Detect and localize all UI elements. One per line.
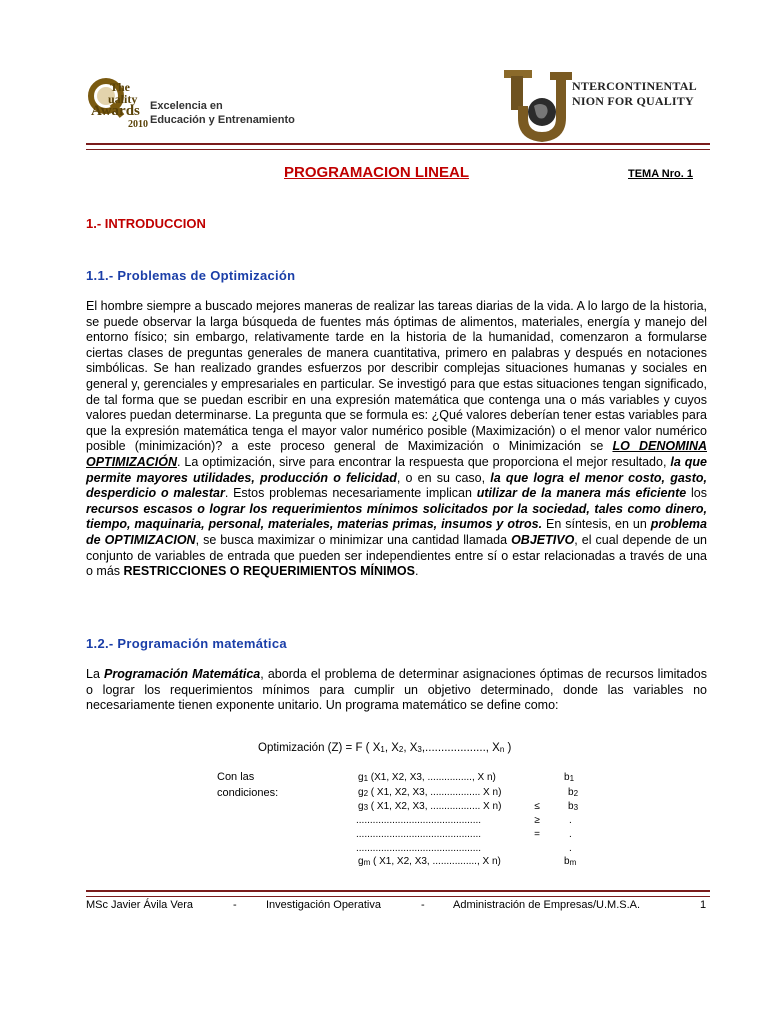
iu-emblem	[502, 66, 578, 148]
constraint-expression: g2 ( X1, X2, X3, .................. X n)	[358, 787, 502, 798]
text-run: los	[686, 486, 707, 501]
constraint-bound: b1	[564, 772, 575, 783]
text-run: LO DENOMINA OPTIMIZACIÓN	[86, 439, 708, 469]
text-run: , se busca maximizar o minimizar una cantidad llamada	[195, 532, 512, 547]
intercontinental-union-logo	[502, 66, 702, 148]
text-run: . La optimización, sirve para encontrar la respuesta que proporciona el mejor resultado,	[176, 454, 671, 469]
iu-line-1: NTERCONTINENTAL	[572, 79, 697, 93]
constraint-bound: .	[569, 829, 572, 840]
section-1-2-heading: 1.2.- Programación matemática	[86, 636, 287, 651]
constraint-bound: b3	[568, 801, 579, 812]
text-run: En síntesis, en un	[542, 517, 651, 532]
constraint-bound: .	[569, 815, 572, 826]
constraint-expression: .............................................	[356, 815, 482, 826]
quality-awards-logo	[86, 68, 316, 138]
paragraph-math-programming	[86, 667, 707, 714]
text-run: . Estos problemas necesariamente implican	[224, 486, 477, 501]
footer-faculty: Administración de Empresas/U.M.S.A.	[453, 899, 641, 911]
constraint-expression: .............................................	[356, 829, 482, 840]
constraint-operator: ≥	[534, 815, 540, 826]
constraint-expression: .............................................	[356, 843, 482, 854]
topic-number: TEMA Nro. 1	[628, 168, 693, 180]
text-run: , el cual depende de un conjunto de variables de entrada que pueden ser independientes entre sí o estar relacionadas a través de una o más	[86, 532, 708, 579]
text-run: La	[86, 667, 105, 681]
text-run: la que logra el menor costo, gasto, desperdicio o malestar	[86, 470, 708, 501]
award-tagline	[150, 99, 295, 127]
text-run: utilizar de la manera más eficiente	[476, 486, 687, 501]
award-year: 2010	[128, 119, 148, 130]
footer-author: MSc Javier Ávila Vera	[86, 899, 193, 911]
header-divider	[86, 143, 710, 150]
award-tagline-2: Educación y Entrenamiento	[150, 114, 295, 126]
text-run: RESTRICCIONES O REQUERIMIENTOS MÍNIMOS	[123, 564, 415, 579]
footer-separator-1: -	[233, 899, 237, 911]
objective-function: Optimización (Z) = F ( X1, X2, X3,..................., Xn )	[258, 742, 512, 754]
constraint-bound: bm	[564, 856, 577, 867]
constraints-label-2: condiciones:	[217, 787, 279, 799]
award-awards: Awards	[91, 103, 140, 119]
footer-separator-2: -	[421, 899, 425, 911]
text-run: OBJETIVO	[511, 532, 575, 547]
text-run: la que permite mayores utilidades, producción o felicidad	[86, 454, 707, 485]
paragraph-optimization	[86, 299, 707, 580]
constraint-operator: =	[534, 829, 540, 840]
constraint-bound: b2	[568, 787, 579, 798]
constraint-expression: g1 (X1, X2, X3, ................, X n)	[358, 772, 496, 783]
text-run: El hombre siempre a buscado mejores maneras de realizar las tareas diarias de la vida. A lo largo de la historia, se puede observar la larga búsqueda de fuentes más óptimas de alimentos, materiales, energía y manejo del entorno físico; sin embargo, relativamente tarde en la historia de la humanidad, comenzaron a formularse ciertas clases de preguntas generales de manera cuantitativa, primero en palabras y después en notaciones simbólicas. Se han realizado grandes esfuerzos por describir complejas situaciones humanas y sociales en general y, gerenciales y empresariales en particular. Se investigó para que estas situaciones tengan significado, de tal forma que se puedan escribir en una expresión matemática que contenga una o más variables y cuyos valores puedan determinarse. La pregunta que se formula es: ¿Qué valores deberían tener estas variables para que la expresión matemática tenga el mayor valor numérico posible (Maximización) o el menor valor numérico posible (minimización)? a este proceso general de Maximización o Minimización se	[86, 299, 707, 454]
constraint-expression: g3 ( X1, X2, X3, .................. X n)	[358, 801, 502, 812]
text-run: .	[414, 564, 419, 579]
award-tagline-1: Excelencia en	[150, 100, 223, 112]
footer-divider	[86, 890, 710, 897]
award-quality: uality	[108, 92, 138, 106]
text-run: , aborda el problema de determinar asignaciones óptimas de recursos limitados o lograr los requerimientos mínimos para cumplir un objetivo determinado, donde las variables no necesariamente tienen exponente unitario. Un programa matemático se define como:	[86, 667, 707, 713]
text-run: problema de OPTIMIZACION	[86, 517, 707, 547]
document-title: PROGRAMACION LINEAL	[284, 164, 469, 181]
iu-line-2: NION FOR QUALITY	[572, 94, 694, 108]
constraint-expression: gm ( X1, X2, X3, ................, X n)	[358, 856, 501, 867]
text-run: recursos escasos o lograr los requerimientos mínimos solicitados por la sociedad, tales como dinero, tiempo, maquinaria, personal, materiales, materias primas, insumos y otros.	[86, 501, 707, 532]
constraints-label-1: Con las	[217, 771, 255, 783]
section-1-heading: 1.- INTRODUCCION	[86, 216, 206, 231]
text-run: Programación Matemática	[104, 667, 261, 681]
award-the: The	[110, 80, 131, 94]
footer-page-number: 1	[700, 899, 707, 911]
text-run: , o en su caso,	[396, 470, 491, 485]
section-1-1-heading: 1.1.- Problemas de Optimización	[86, 268, 296, 283]
footer-subject: Investigación Operativa	[266, 899, 381, 911]
constraint-bound: .	[569, 843, 572, 854]
constraint-operator: ≤	[534, 801, 540, 812]
